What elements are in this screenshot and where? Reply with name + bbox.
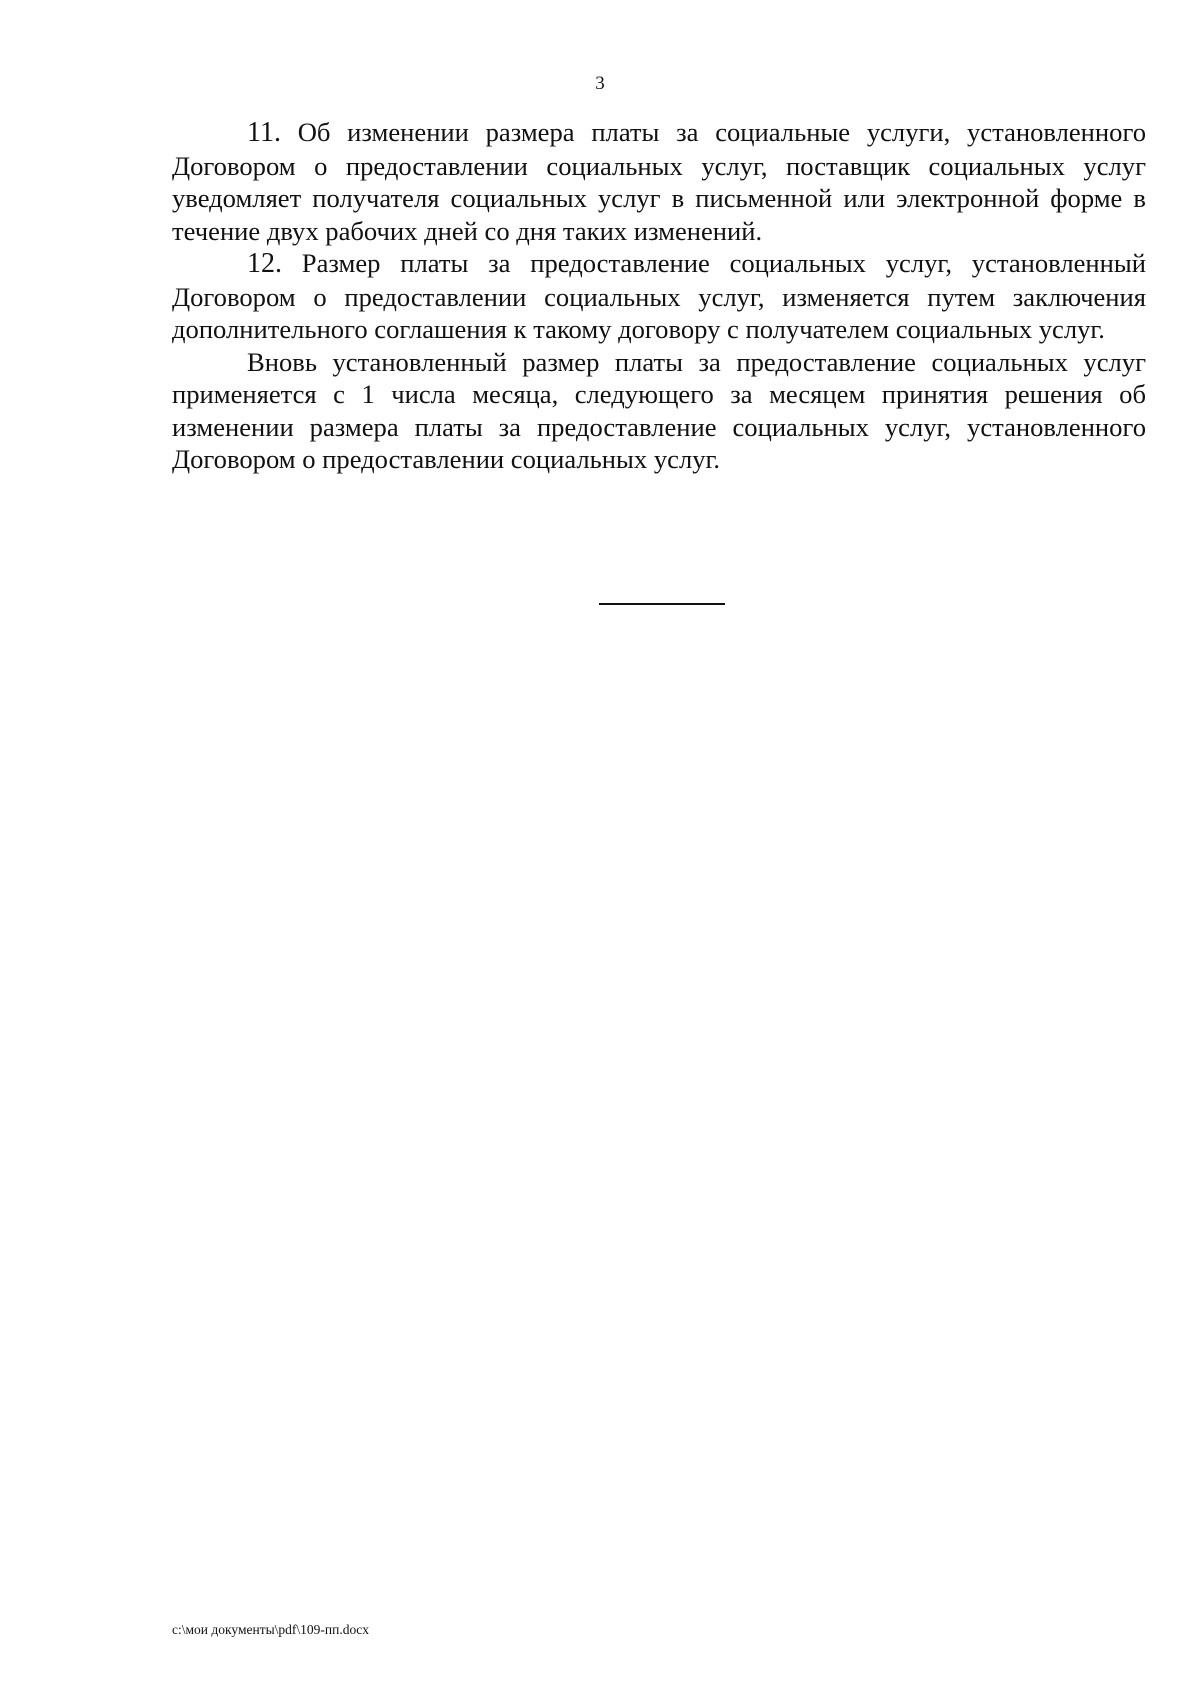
paragraph-text: Вновь установленный размер платы за предоставление социальных услуг применяется с 1 числа месяца, следующего за месяцем принятия решения об изменении размера платы за предоставление социальных услуг, установленного Договором о предоставлении социальных услуг. bbox=[172, 346, 1146, 474]
paragraph-11 bbox=[172, 116, 1146, 247]
paragraph-12-continuation bbox=[172, 346, 1146, 476]
paragraph-12 bbox=[172, 247, 1146, 346]
paragraph-number: 11. bbox=[247, 117, 281, 148]
document-body bbox=[172, 116, 1146, 476]
paragraph-number: 12. bbox=[247, 248, 282, 279]
end-separator-line bbox=[599, 603, 725, 605]
footer-file-path: c:\мои документы\pdf\109-пп.docx bbox=[172, 1622, 369, 1637]
paragraph-text: Размер платы за предоставление социальных услуг, установленный Договором о предоставлении социальных услуг, изменяется путем заключения дополнительного соглашения к такому договору с получателем социальных услуг. bbox=[172, 248, 1146, 344]
paragraph-text: Об изменении размера платы за социальные услуги, установленного Договором о предоставлении социальных услуг, поставщик социальных услуг уведомляет получателя социальных услуг в письменной или электронной форме в течение двух рабочих дней со дня таких изменений. bbox=[172, 117, 1146, 246]
page-number: 3 bbox=[595, 73, 605, 94]
